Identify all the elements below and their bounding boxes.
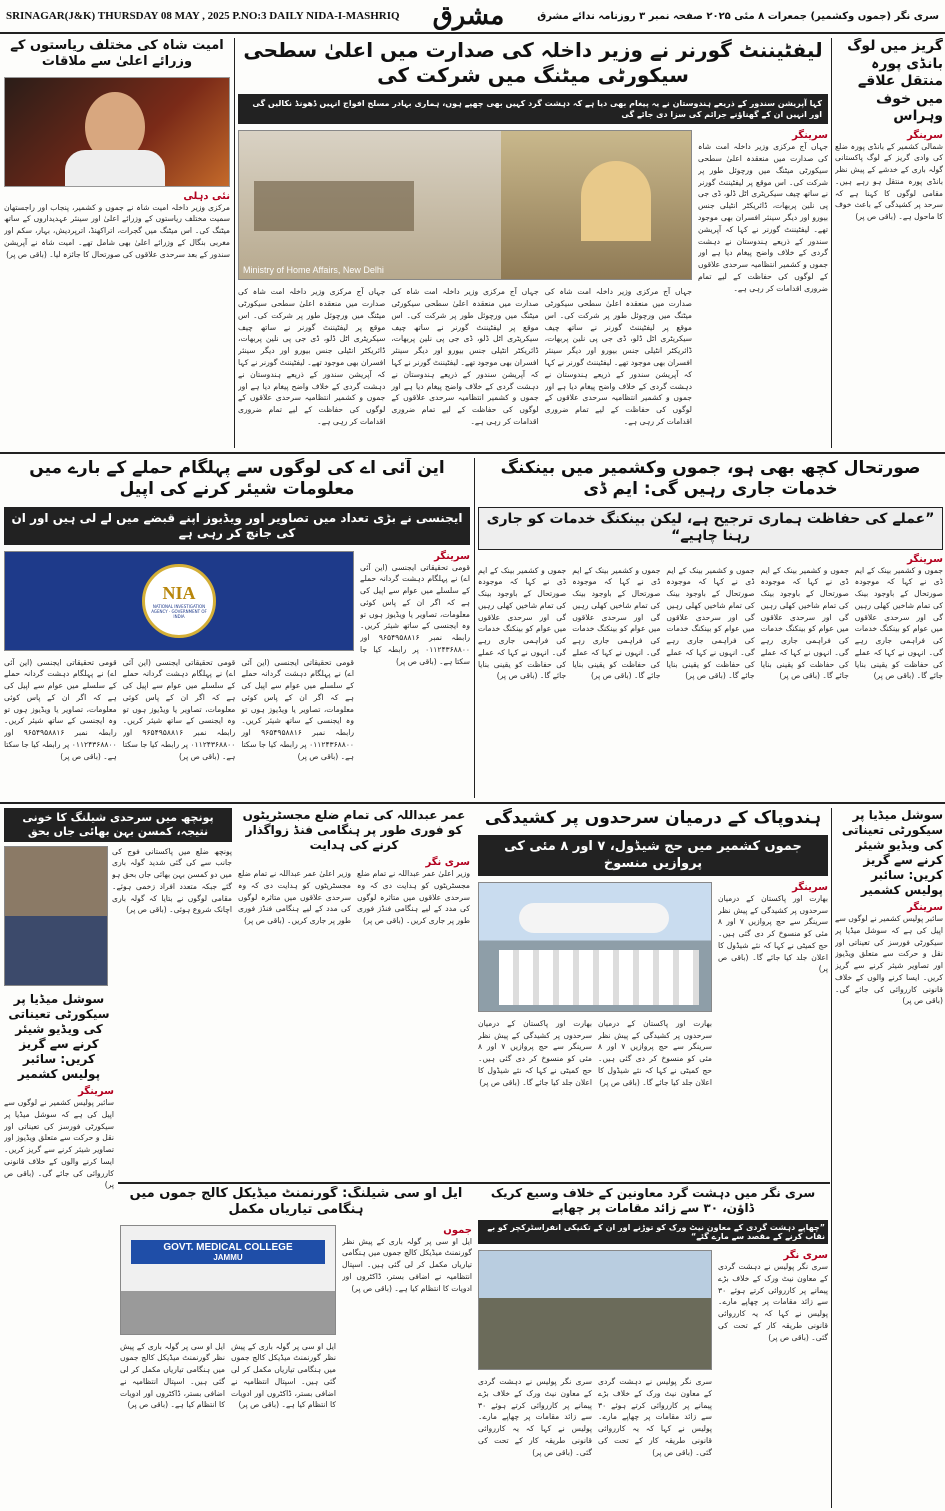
- article-body-col: جہاں آج مرکزی وزیر داخلہ امت شاہ کی صدارت میں منعقدہ اعلیٰ سطحی سیکورٹی میٹنگ میں ورچوئل طور پر شرکت کی۔ اس موقع پر لیفٹیننٹ گورنر نے ساتھ چیف سیکریٹری اٹل ڈلو، ڈی جی پی نلین پربھات، ڈائریکٹر انٹیلی جنس بیورو اور دیگر سینئر افسران بھی موجود تھے۔ لیفٹیننٹ گورنر نے کہا کہ آپریشن سندور کے ذریعے ہندوستان نے دہشت گردی کے خلاف واضح پیغام دیا ہے اور جموں و کشمیر انتظامیہ سرحدی علاقوں کے لوگوں کی حفاظت کے لیے تمام ضروری اقدامات کر رہی ہے۔: [238, 287, 386, 426]
- masthead: [0, 0, 945, 34]
- subheadline: ”چھاپے دہشت گردی کے معاون نیٹ ورک کو توڑنے اور ان کے تکنیکی انفراسٹرکچر کو بے نقاب کرنے کے مقصد سے مارے گئے“: [478, 1220, 828, 1244]
- article-body-col: قومی تحقیقاتی ایجنسی (این آئی اے) نے پہلگام دہشت گردانہ حملے کے سلسلے میں عوام سے اپیل کی ہے کہ اگر ان کے پاس کوئی معلومات، تصاویر یا ویڈیوز ہوں تو وہ ایجنسی کے ساتھ شیئر کریں۔ رابطہ نمبر ۹۶۵۴۹۵۸۸۱۶ اور ۰۱۱۲۴۳۶۸۸۰۰ پر رابطہ کیا جا سکتا ہے۔ (باقی ص پر): [122, 657, 236, 761]
- poonch-photo: [4, 846, 108, 986]
- article-body-col: بھارت اور پاکستان کے درمیان سرحدوں پر کشیدگی کے پیش نظر سرینگر سے حج پروازیں ۷ اور ۸ مئی کو منسوخ کر دی گئی ہیں۔ حج کمیٹی نے کہا کہ نئے شیڈول کا اعلان جلد کیا جائے گا۔ (باقی ص پر): [598, 1018, 712, 1087]
- subheadline: ”عملے کی حفاظت ہماری ترجیح ہے، لیکن بینکنگ خدمات کو جاری رہنا چاہیے“: [478, 507, 943, 550]
- article-body: جہاں آج مرکزی وزیر داخلہ امت شاہ کی صدارت میں منعقدہ اعلیٰ سطحی سیکورٹی میٹنگ میں ورچوئل طور پر شرکت کی۔ اس موقع پر لیفٹیننٹ گورنر نے ساتھ چیف سیکریٹری اٹل ڈلو، ڈی جی پی نلین پربھات، ڈائریکٹر انٹیلی جنس بیورو اور دیگر سینئر افسران بھی موجود تھے۔ لیفٹیننٹ گورنر نے کہا کہ آپریشن سندور کے ذریعے ہندوستان نے دہشت گردی کے خلاف واضح پیغام دیا ہے اور جموں و کشمیر انتظامیہ سرحدی علاقوں کے لوگوں کی حفاظت کے لیے تمام ضروری اقدامات کر رہی ہے۔: [698, 142, 828, 293]
- story-social-media: [835, 808, 943, 1508]
- dateline: سرینگر: [792, 130, 828, 142]
- story-hajj: [478, 808, 828, 1178]
- article-body-col: جموں و کشمیر بینک کے ایم ڈی نے کہا کہ موجودہ صورتحال کے باوجود بینک کی تمام شاخیں کھلی رہیں گی اور سرحدی علاقوں میں عوام کو بینکنگ خدمات کی فراہمی جاری رہے گی۔ انہوں نے کہا کہ عملے کی حفاظت کو یقینی بنایا جائے گا۔ (باقی ص پر): [478, 565, 567, 681]
- dateline: سرینگر: [907, 553, 943, 565]
- article-body-col: جموں و کشمیر بینک کے ایم ڈی نے کہا کہ موجودہ صورتحال کے باوجود بینک کی تمام شاخیں کھلی رہیں گی اور سرحدی علاقوں میں عوام کو بینکنگ خدمات کی فراہمی جاری رہے گی۔ انہوں نے کہا کہ عملے کی حفاظت کو یقینی بنایا جائے گا۔ (باقی ص پر): [572, 565, 661, 681]
- article-body-col: سری نگر پولیس نے دہشت گردی کے معاون نیٹ ورک کے خلاف بڑے پیمانے پر کارروائی کرتے ہوئے ۳۰ سے زائد مقامات پر چھاپے مارے۔ پولیس نے کہا کہ یہ کارروائی قانونی طریقہ کار کے تحت کی گئی۔ (باقی ص پر): [598, 1377, 712, 1457]
- article-body: شمالی کشمیر کے بانڈی پورہ ضلع کی وادی گریز کے لوگ پاکستانی گولہ باری کے خدشے کے پیش نظر بانڈی پورہ منتقل ہو رہے ہیں۔ مقامی لوگوں کا کہنا ہے کہ سرحد پر کشیدگی کے باعث خوف کا ماحول ہے۔ (باقی ص پر): [835, 141, 943, 222]
- article-body-col: بھارت اور پاکستان کے درمیان سرحدوں پر کشیدگی کے پیش نظر سرینگر سے حج پروازیں ۷ اور ۸ مئی کو منسوخ کر دی گئی ہیں۔ حج کمیٹی نے کہا کہ نئے شیڈول کا اعلان جلد کیا جائے گا۔ (باقی ص پر): [478, 1018, 592, 1087]
- dateline: سری نگر: [425, 857, 470, 868]
- subheadline: کہا آپریشن سندور کے ذریعے ہندوستان نے یہ پیغام بھی دیا ہے کہ دہشت گرد کہیں بھی چھپے ہوں، ہماری بہادر مسلح افواج انہیں ڈھونڈ نکالیں گی اور انہیں ان کے گھناؤنے جرائم کی سزا دی جائے گی: [238, 94, 828, 124]
- gmc-building-photo: [120, 1225, 336, 1335]
- article-body-col: وزیر اعلیٰ عمر عبداللہ نے تمام ضلع مجسٹریٹوں کو ہدایت دی کہ وہ سرحدی علاقوں میں متاثرہ لوگوں کی مدد کے لیے ہنگامی فنڈز فوری طور پر جاری کریں۔ (باقی ص پر): [238, 869, 351, 926]
- newspaper-logo: مشرق: [432, 1, 505, 30]
- article-body-col: جہاں آج مرکزی وزیر داخلہ امت شاہ کی صدارت میں منعقدہ اعلیٰ سطحی سیکورٹی میٹنگ میں ورچوئل طور پر شرکت کی۔ اس موقع پر لیفٹیننٹ گورنر نے ساتھ چیف سیکریٹری اٹل ڈلو، ڈی جی پی نلین پربھات، ڈائریکٹر انٹیلی جنس بیورو اور دیگر سینئر افسران بھی موجود تھے۔ لیفٹیننٹ گورنر نے کہا کہ آپریشن سندور کے ذریعے ہندوستان نے دہشت گردی کے خلاف واضح پیغام دیا ہے اور جموں و کشمیر انتظامیہ سرحدی علاقوں کے لوگوں کی حفاظت کے لیے تمام ضروری اقدامات کر رہی ہے۔: [391, 287, 539, 426]
- story-gmc-jammu: [120, 1186, 472, 1508]
- article-body-col: قومی تحقیقاتی ایجنسی (این آئی اے) نے پہلگام دہشت گردانہ حملے کے سلسلے میں عوام سے اپیل کی ہے کہ اگر ان کے پاس کوئی معلومات، تصاویر یا ویڈیوز ہوں تو وہ ایجنسی کے ساتھ شیئر کریں۔ رابطہ نمبر ۹۶۵۴۹۵۸۸۱۶ اور ۰۱۱۲۴۳۶۸۸۰۰ پر رابطہ کیا جا سکتا ہے۔ (باقی ص پر): [241, 657, 354, 761]
- article-body-col: قومی تحقیقاتی ایجنسی (این آئی اے) نے پہلگام دہشت گردانہ حملے کے سلسلے میں عوام سے اپیل کی ہے کہ اگر ان کے پاس کوئی معلومات، تصاویر یا ویڈیوز ہوں تو وہ ایجنسی کے ساتھ شیئر کریں۔ رابطہ نمبر ۹۶۵۴۹۵۸۸۱۶ اور ۰۱۱۲۴۳۶۸۸۰۰ پر رابطہ کیا جا سکتا ہے۔ (باقی ص پر): [4, 657, 117, 761]
- article-body: سری نگر پولیس نے دہشت گردی کے معاون نیٹ ورک کے خلاف بڑے پیمانے پر کارروائی کرتے ہوئے ۳۰ سے زائد مقامات پر چھاپے مارے۔ پولیس نے کہا کہ یہ کارروائی قانونی طریقہ کار کے تحت کی گئی۔ (باقی ص پر): [718, 1262, 828, 1342]
- headline: امیت شاہ کی مختلف ریاستوں کے وزرائے اعلیٰ سے ملاقات: [10, 38, 224, 70]
- article-body-col: جہاں آج مرکزی وزیر داخلہ امت شاہ کی صدارت میں منعقدہ اعلیٰ سطحی سیکورٹی میٹنگ میں ورچوئل طور پر شرکت کی۔ اس موقع پر لیفٹیننٹ گورنر نے ساتھ چیف سیکریٹری اٹل ڈلو، ڈی جی پی نلین پربھات، ڈائریکٹر انٹیلی جنس بیورو اور دیگر سینئر افسران بھی موجود تھے۔ لیفٹیننٹ گورنر نے کہا کہ آپریشن سندور کے ذریعے ہندوستان نے دہشت گردی کے خلاف واضح پیغام دیا ہے اور جموں و کشمیر انتظامیہ سرحدی علاقوں کے لوگوں کی حفاظت کے لیے تمام ضروری اقدامات کر رہی ہے۔: [544, 287, 692, 426]
- subheadline: ایجنسی نے بڑی تعداد میں تصاویر اور ویڈیوز اپنے قبضے میں لے لی ہیں اور ان کی جانچ کر رہی ہے: [4, 507, 470, 545]
- gmc-sign-line1: GOVT. MEDICAL COLLEGE: [163, 1241, 293, 1253]
- dateline: سری نگر: [783, 1250, 828, 1261]
- photo-caption: Ministry of Home Affairs, New Delhi: [243, 265, 384, 276]
- article-body: پونچھ ضلع میں پاکستانی فوج کی جانب سے کی گئی شدید گولہ باری میں دو کمسن بہن بھائی جاں بحق ہو گئے جبکہ متعدد افراد زخمی ہوئے۔ مقامی لوگوں نے بتایا کہ گولہ باری اچانک شروع ہوئی۔ (باقی ص پر): [112, 846, 232, 915]
- nia-logo-image: [4, 551, 354, 651]
- article-body-col: جموں و کشمیر بینک کے ایم ڈی نے کہا کہ موجودہ صورتحال کے باوجود بینک کی تمام شاخیں کھلی رہیں گی اور سرحدی علاقوں میں عوام کو بینکنگ خدمات کی فراہمی جاری رہے گی۔ انہوں نے کہا کہ عملے کی حفاظت کو یقینی بنایا جائے گا۔ (باقی ص پر): [760, 565, 849, 681]
- headline: ہندوپاک کے درمیان سرحدوں پر کشیدگی: [484, 808, 822, 828]
- dateline: سرینگر: [792, 881, 828, 893]
- dateline: سرینگر: [434, 550, 470, 562]
- headline: این آئی اے کی لوگوں سے پہلگام حملے کے بارے میں معلومات شیئر کرنے کی اپیل: [29, 458, 445, 500]
- article-body: سائبر پولیس کشمیر نے لوگوں سے اپیل کی ہے کہ سوشل میڈیا پر سیکورٹی فورسز کی تعیناتی اور نقل و حرکت سے متعلق ویڈیوز اور تصاویر شیئر کرنے سے گریز کریں۔ ایسا کرنے والوں کے خلاف قانونی کارروائی کی جائے گی۔ (باقی ص پر): [4, 1098, 114, 1190]
- subheadline: جموں کشمیر میں حج شیڈول، ۷ اور ۸ مئی کی پروازیں منسوخ: [478, 835, 828, 876]
- story-gurez: [835, 38, 943, 448]
- headline: صورتحال کچھ بھی ہو، جموں وکشمیر میں بینکنگ خدمات جاری رہیں گی: ایم ڈی: [500, 458, 921, 500]
- story-nia: [4, 458, 470, 798]
- story-social-media-left: [4, 992, 114, 1508]
- article-body-col: وزیر اعلیٰ عمر عبداللہ نے تمام ضلع مجسٹریٹوں کو ہدایت دی کہ وہ سرحدی علاقوں میں متاثرہ لوگوں کی مدد کے لیے ہنگامی فنڈز فوری طور پر جاری کریں۔ (باقی ص پر): [357, 869, 470, 926]
- article-body-col: جموں و کشمیر بینک کے ایم ڈی نے کہا کہ موجودہ صورتحال کے باوجود بینک کی تمام شاخیں کھلی رہیں گی اور سرحدی علاقوں میں عوام کو بینکنگ خدمات کی فراہمی جاری رہے گی۔ انہوں نے کہا کہ عملے کی حفاظت کو یقینی بنایا جائے گا۔ (باقی ص پر): [854, 565, 943, 681]
- story-lg-meeting: [238, 38, 828, 448]
- headline: عمر عبداللہ کی تمام ضلع مجسٹریٹوں کو فوری طور پر ہنگامی فنڈ زواگذار کرنے کی ہدایت: [242, 808, 466, 852]
- headline: سوشل میڈیا پر سیکورٹی تعیناتی کی ویڈیو شیئر کرنے سے گریز کریں: سائبر پولیس کشمیر: [841, 808, 943, 897]
- story-srinagar-raids: [478, 1186, 828, 1508]
- story-omar-abdullah: [238, 808, 470, 1178]
- dateline: سرینگر: [907, 902, 943, 913]
- nia-logo-text: NATIONAL INVESTIGATION AGENCY · GOVERNMENT OF INDIA: [151, 603, 207, 619]
- headline: سوشل میڈیا پر سیکورٹی تعیناتی کی ویڈیو شیئر کرنے سے گریز کریں: سائبر پولیس کشمیر: [8, 992, 110, 1081]
- dateline: نئی دہلی: [183, 190, 230, 202]
- story-amit-shah: [4, 38, 230, 448]
- dateline: جموں: [443, 1224, 472, 1236]
- headline: گریز میں لوگ بانڈی پورہ منتقل علاقے میں خوف وہراس: [847, 38, 943, 124]
- headline: ایل او سی شیلنگ: گورنمنٹ میڈیکل کالج جموں میں ہنگامی تیاریاں مکمل: [129, 1186, 463, 1218]
- article-body: قومی تحقیقاتی ایجنسی (این آئی اے) نے پہلگام دہشت گردانہ حملے کے سلسلے میں عوام سے اپیل کی ہے کہ اگر ان کے پاس کوئی معلومات، تصاویر یا ویڈیوز ہوں تو وہ ایجنسی کے ساتھ شیئر کریں۔ رابطہ نمبر ۹۶۵۴۹۵۸۸۱۶ اور ۰۱۱۲۴۳۶۸۸۰۰ پر رابطہ کیا جا سکتا ہے۔ (باقی ص پر): [360, 562, 470, 666]
- article-body-col: ایل او سی پر گولہ باری کے پیش نظر گورنمنٹ میڈیکل کالج جموں میں ہنگامی تیاریاں مکمل کر لی گئی ہیں۔ اسپتال انتظامیہ نے اضافی بستر، ڈاکٹروں اور ادویات کا انتظام کیا ہے۔ (باقی ص پر): [120, 1341, 225, 1410]
- headline: پونچھ میں سرحدی شیلنگ کا خونی نتیجہ، کمسن بہن بھائی جاں بحق: [4, 808, 232, 842]
- article-body-col: ایل او سی پر گولہ باری کے پیش نظر گورنمنٹ میڈیکل کالج جموں میں ہنگامی تیاریاں مکمل کر لی گئی ہیں۔ اسپتال انتظامیہ نے اضافی بستر، ڈاکٹروں اور ادویات کا انتظام کیا ہے۔ (باقی ص پر): [231, 1341, 336, 1410]
- dateline: سرینگر: [78, 1086, 114, 1097]
- amit-shah-photo: [4, 77, 230, 187]
- article-body: سائبر پولیس کشمیر نے لوگوں سے اپیل کی ہے کہ سوشل میڈیا پر سیکورٹی فورسز کی تعیناتی اور نقل و حرکت سے متعلق ویڈیوز اور تصاویر شیئر کرنے سے گریز کریں۔ ایسا کرنے والوں کے خلاف قانونی کارروائی کی جائے گی۔ (باقی ص پر): [835, 914, 943, 1006]
- article-body-col: جموں و کشمیر بینک کے ایم ڈی نے کہا کہ موجودہ صورتحال کے باوجود بینک کی تمام شاخیں کھلی رہیں گی اور سرحدی علاقوں میں عوام کو بینکنگ خدمات کی فراہمی جاری رہے گی۔ انہوں نے کہا کہ عملے کی حفاظت کو یقینی بنایا جائے گا۔ (باقی ص پر): [666, 565, 755, 681]
- headline: لیفٹیننٹ گورنر نے وزیر داخلہ کی صدارت میں اعلیٰ سطحی سیکورٹی میٹنگ میں شرکت کی: [243, 38, 823, 87]
- story-poonch: [4, 808, 232, 988]
- dateline: سرینگر: [907, 129, 943, 141]
- raids-photo: [478, 1250, 712, 1370]
- article-body: ایل او سی پر گولہ باری کے پیش نظر گورنمنٹ میڈیکل کالج جموں میں ہنگامی تیاریاں مکمل کر لی گئی ہیں۔ اسپتال انتظامیہ نے اضافی بستر، ڈاکٹروں اور ادویات کا انتظام کیا ہے۔ (باقی ص پر): [342, 1236, 472, 1293]
- story-banking: [478, 458, 943, 798]
- masthead-urdu: سری نگر (جموں وکشمیر) جمعرات ۸ مئی ۲۰۲۵ صفحہ نمبر ۳ روزنامہ ندائے مشرق: [537, 10, 939, 22]
- nia-abbr: NIA: [162, 582, 196, 603]
- meeting-photo: [238, 130, 692, 280]
- headline: سری نگر میں دہشت گرد معاونین کے خلاف وسیع کریک ڈاؤن، ۳۰ سے زائد مقامات پر چھاپے: [490, 1186, 816, 1215]
- gmc-sign-line2: JAMMU: [213, 1252, 243, 1262]
- masthead-english: SRINAGAR(J&K) THURSDAY 08 MAY , 2025 P.NO:3 DAILY NIDA-I-MASHRIQ: [6, 10, 400, 22]
- article-body: بھارت اور پاکستان کے درمیان سرحدوں پر کشیدگی کے پیش نظر سرینگر سے حج پروازیں ۷ اور ۸ مئی کو منسوخ کر دی گئی ہیں۔ حج کمیٹی نے کہا کہ نئے شیڈول کا اعلان جلد کیا جائے گا۔ (باقی ص پر): [718, 893, 828, 974]
- hajj-pilgrims-photo: [478, 882, 712, 1012]
- article-body: مرکزی وزیر داخلہ امیت شاہ نے جموں و کشمیر، پنجاب اور راجستھان سمیت مختلف ریاستوں کے وزرائے اعلیٰ اور سینئر عہدیداروں کے ساتھ میٹنگ کی۔ اس میٹنگ میں گجرات، اتراکھنڈ، اترپردیش، بہار، سکم اور مغربی بنگال کے وزرائے اعلیٰ بھی شامل تھے۔ امیت شاہ نے آپریشن سندور کے بعد سرحدی علاقوں کی صورتحال کا جائزہ لیا۔ (باقی ص پر): [4, 202, 230, 259]
- article-body-col: سری نگر پولیس نے دہشت گردی کے معاون نیٹ ورک کے خلاف بڑے پیمانے پر کارروائی کرتے ہوئے ۳۰ سے زائد مقامات پر چھاپے مارے۔ پولیس نے کہا کہ یہ کارروائی قانونی طریقہ کار کے تحت کی گئی۔ (باقی ص پر): [478, 1377, 592, 1457]
